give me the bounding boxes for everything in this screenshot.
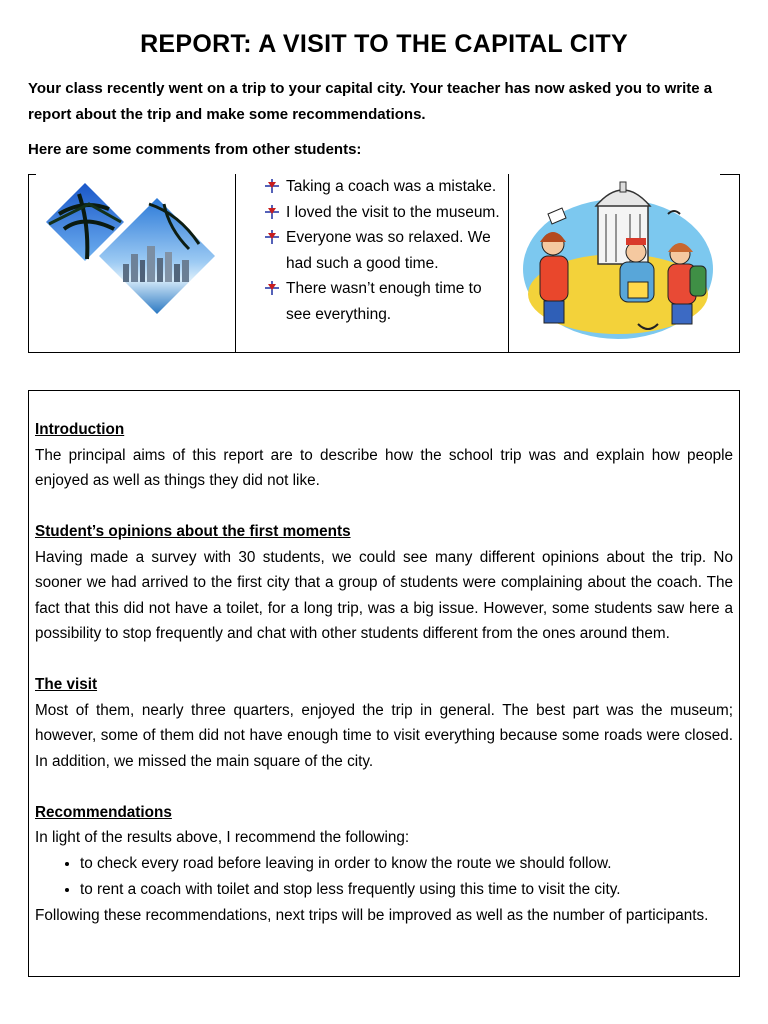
comments-heading: Here are some comments from other students: xyxy=(28,141,362,158)
comments-list xyxy=(236,174,508,327)
report-box xyxy=(28,390,740,977)
section-heading-introduction: Introduction xyxy=(35,421,125,438)
arrow-bullet-icon xyxy=(264,204,280,220)
page-title: REPORT: A VISIT TO THE CAPITAL CITY xyxy=(140,30,628,58)
list-item: • to check every road before leaving in order to know the route we should follow. xyxy=(80,851,733,877)
comments-table xyxy=(28,174,740,353)
list-item: There wasn’t enough time to see everything. xyxy=(264,276,508,327)
paragraph-closing: Following these recommendations, next trips will be improved as well as the number of participants. xyxy=(35,906,709,924)
paragraph-recommendations-intro: In light of the results above, I recommend the following: xyxy=(35,829,410,846)
paragraph-visit: Most of them, nearly three quarters, enjoyed the trip in general. The best part was the museum; however, some of them did not have enough time to visit everything because some roads were closed. In addition, we missed the main square of the city. xyxy=(35,701,733,770)
arrow-bullet-icon xyxy=(264,280,280,296)
section-heading-opinions: Student’s opinions about the first moments xyxy=(35,523,351,540)
list-item: Everyone was so relaxed. We had such a good time. xyxy=(264,225,508,276)
section-heading-visit: The visit xyxy=(35,676,98,693)
arrow-bullet-icon xyxy=(264,178,280,194)
task-prompt: Your class recently went on a trip to your capital city. Your teacher has now asked you to write a report about the trip and make some recommendations. xyxy=(28,80,713,123)
city-skyline-photo xyxy=(29,174,235,352)
paragraph-introduction: The principal aims of this report are to describe how the school trip was and explain how people enjoyed as well as things they did not like. xyxy=(35,446,733,489)
arrow-bullet-icon xyxy=(264,229,280,245)
list-item: • to rent a coach with toilet and stop less frequently using this time to visit the city. xyxy=(80,877,733,903)
tourists-clipart xyxy=(508,174,739,352)
paragraph-opinions: Having made a survey with 30 students, we could see many different opinions about the trip. No sooner we had arrived to the first city that a group of students were complaining about the coach. The fact that this did not have a toilet, for a long trip, was a big issue. However, some students saw here a possibility to stop frequently and chat with other students different from the ones around them. xyxy=(35,548,733,642)
list-item: Taking a coach was a mistake. xyxy=(264,174,508,200)
list-item: I loved the visit to the museum. xyxy=(264,200,508,226)
comments-cell xyxy=(235,174,509,352)
recommendations-list xyxy=(35,851,733,903)
section-heading-recommendations: Recommendations xyxy=(35,803,172,821)
